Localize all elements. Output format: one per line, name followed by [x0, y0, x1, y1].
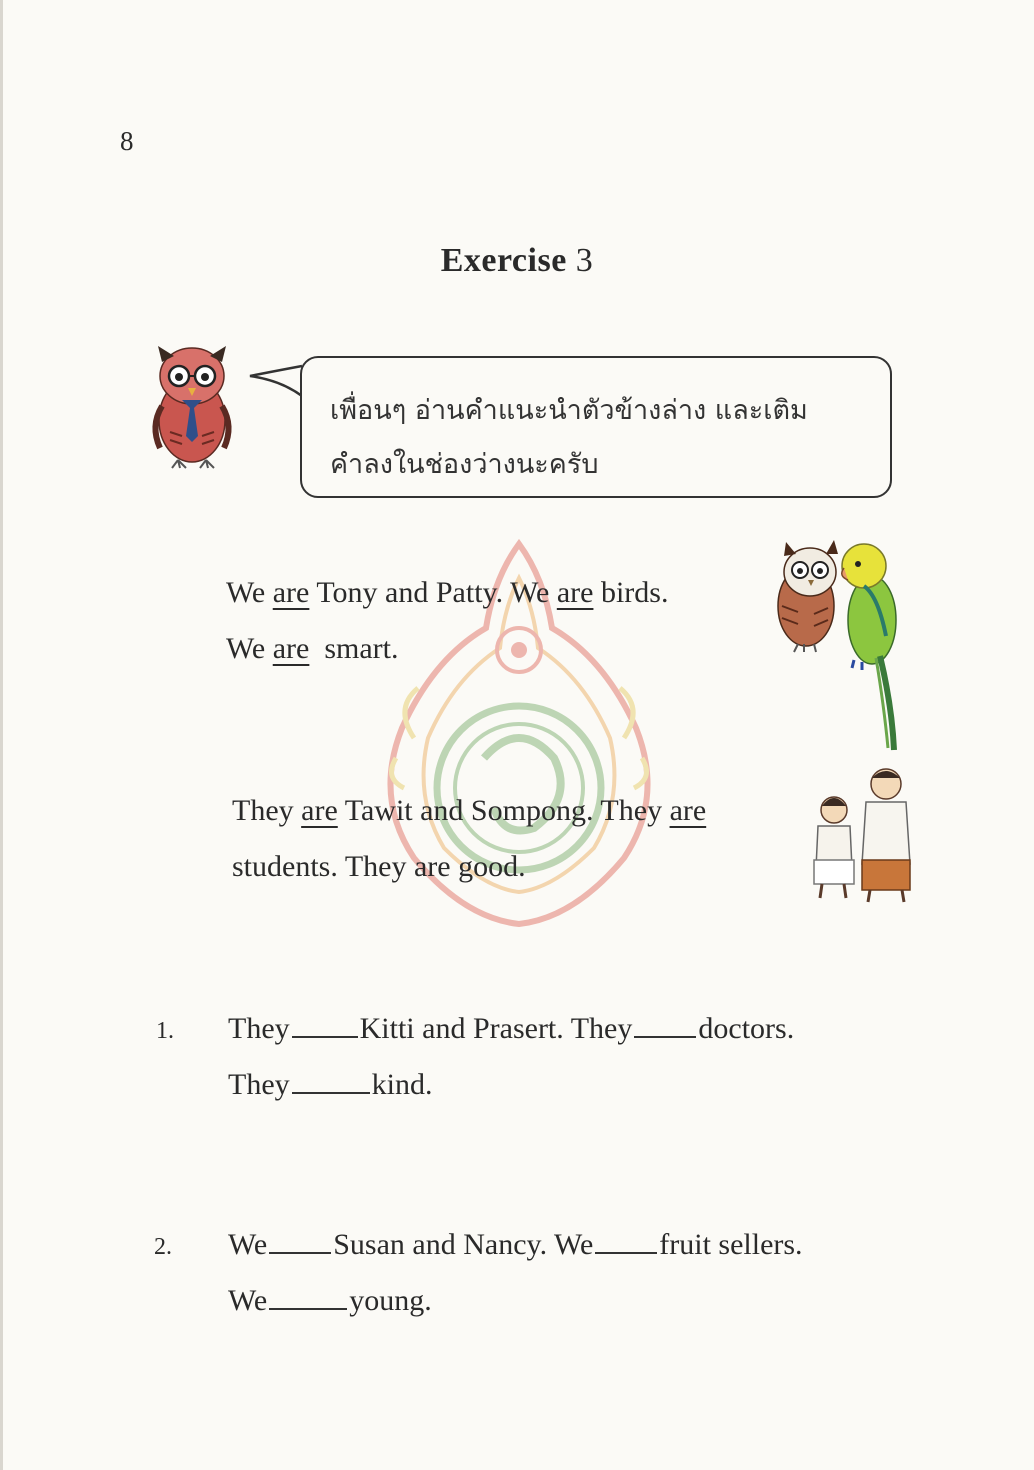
question-1-line1: They Kitti and Prasert. They doctors. [228, 1012, 795, 1045]
answer-blank[interactable] [292, 1035, 358, 1038]
example2-line1: They are Tawit and Sompong. They are [232, 794, 707, 827]
question-1-line2: They kind. [228, 1068, 433, 1101]
answer-blank[interactable] [634, 1035, 696, 1038]
question-number: 2. [154, 1234, 172, 1260]
underlined-verb: are [556, 576, 594, 609]
underlined-verb: are [669, 794, 707, 827]
page-edge [0, 0, 3, 1470]
example2-line2: students. They are good. [232, 850, 526, 883]
answer-blank[interactable] [595, 1251, 657, 1254]
owl-teacher-illustration [142, 336, 242, 472]
underlined-verb: are [272, 576, 310, 609]
example1-line2: We are smart. [226, 632, 399, 665]
answer-blank[interactable] [292, 1091, 370, 1094]
title-number: 3 [575, 242, 594, 279]
answer-blank[interactable] [269, 1251, 331, 1254]
underlined-verb: are [272, 632, 310, 665]
instruction-line-1: เพื่อนๆ อ่านคำแนะนำตัวข้างล่าง และเติม [330, 395, 808, 426]
example1-line1: We are Tony and Patty. We are birds. [226, 576, 669, 609]
answer-blank[interactable] [269, 1307, 347, 1310]
instruction-line-2: คำลงในช่องว่างนะครับ [330, 449, 599, 480]
page-number: 8 [120, 126, 134, 156]
question-2-line1: We Susan and Nancy. We fruit sellers. [228, 1228, 803, 1261]
title-word: Exercise [440, 242, 567, 279]
students-illustration [806, 768, 916, 904]
owl-and-parrot-illustration [768, 536, 918, 756]
question-number: 1. [156, 1018, 174, 1044]
question-2-line2: We young. [228, 1284, 432, 1317]
speech-bubble-tail [250, 362, 306, 402]
exercise-title [0, 242, 1034, 280]
underlined-verb: are [301, 794, 338, 827]
instruction-text [330, 384, 875, 492]
